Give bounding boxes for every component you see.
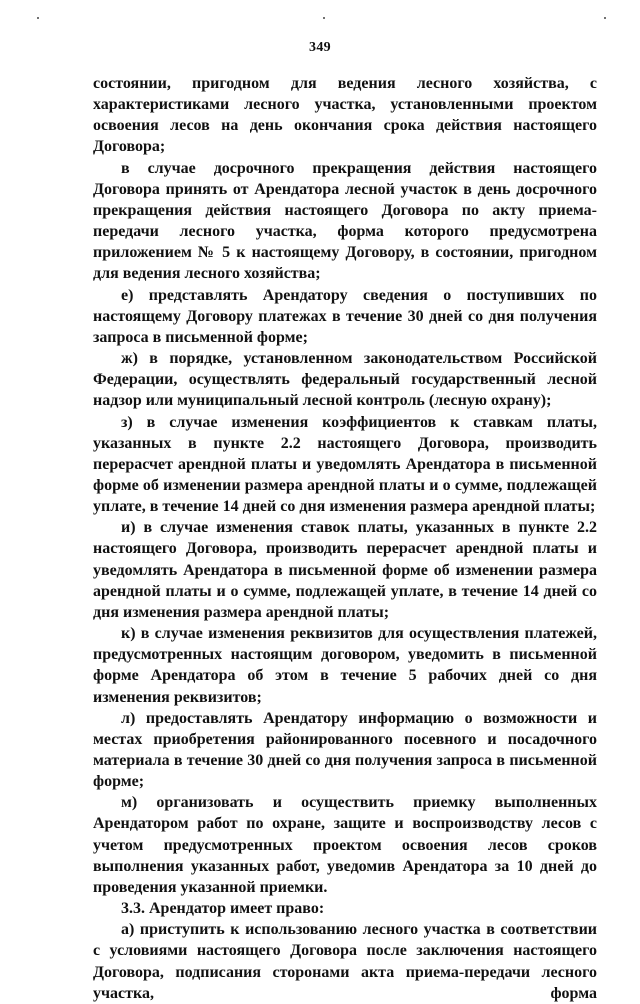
paragraph: е) представлять Арендатору сведения о поступивших по настоящему Договору платежах в течение 30 дней со дня получения запроса в письменной форме; [93, 286, 597, 346]
paragraph: з) в случае изменения коэффициентов к ставкам платы, указанных в пункте 2.2 настоящего Договора, производить перерасчет арендной платы и уведомлять Арендатора в письменной форме об изменении размера арендной платы и о сумме, подлежащей уплате, в течение 14 дней со дня изменения размера арендной платы; [93, 413, 597, 516]
paragraph: в случае досрочного прекращения действия настоящего Договора принять от Арендатора лесной участок в день досрочного прекращения действия настоящего Договора по акту приема-передачи лесного участка, форма которого предусмотрена приложением № 5 к настоящему Договору, в состоянии, пригодном для ведения лесного хозяйства; [93, 159, 597, 283]
paragraph: а) приступить к использованию лесного участка в соответствии с условиями настоящего Договора после заключения настоящего Договора, подписания сторонами акта приема-передачи лесного участка, форма [93, 921, 597, 1002]
scan-speck [323, 17, 325, 19]
paragraph: м) организовать и осуществить приемку выполненных Арендатором работ по охране, защите и воспроизводству лесов с учетом предусмотренных проектом освоения лесов сроков выполнения указанных работ, уведомив Арендатора за 10 дней до проведения указанной приемки. [93, 794, 597, 896]
paragraph: состоянии, пригодном для ведения лесного хозяйства, с характеристиками лесного участка, установленными проектом освоения лесов на день окончания срока действия настоящего Договора; [93, 75, 597, 156]
page-number: 349 [309, 40, 331, 55]
scan-speck [37, 17, 39, 19]
paragraph: ж) в порядке, установленном законодательством Российской Федерации, осуществлять федеральный государственный лесной надзор или муниципальный лесной контроль (лесную охрану); [93, 350, 597, 410]
scan-speck [604, 17, 606, 19]
paragraph: к) в случае изменения реквизитов для осуществления платежей, предусмотренных настоящим договором, уведомить в письменной форме Арендатора об этом в течение 5 рабочих дней со дня изменения реквизитов; [93, 625, 597, 706]
paragraph: л) предоставлять Арендатору информацию о возможности и местах приобретения районированного посевного и посадочного материала в течение 30 дней со дня получения запроса в письменной форме; [93, 709, 597, 791]
paragraph: и) в случае изменения ставок платы, указанных в пункте 2.2 настоящего Договора, производить перерасчет арендной платы и уведомлять Арендатора в письменной форме об изменении размера арендной платы и о сумме, подлежащей уплате, в течение 14 дней со дня изменения размера арендной платы; [93, 519, 597, 621]
document-body [93, 73, 597, 1004]
section-heading: 3.3. Арендатор имеет право: [121, 900, 325, 918]
